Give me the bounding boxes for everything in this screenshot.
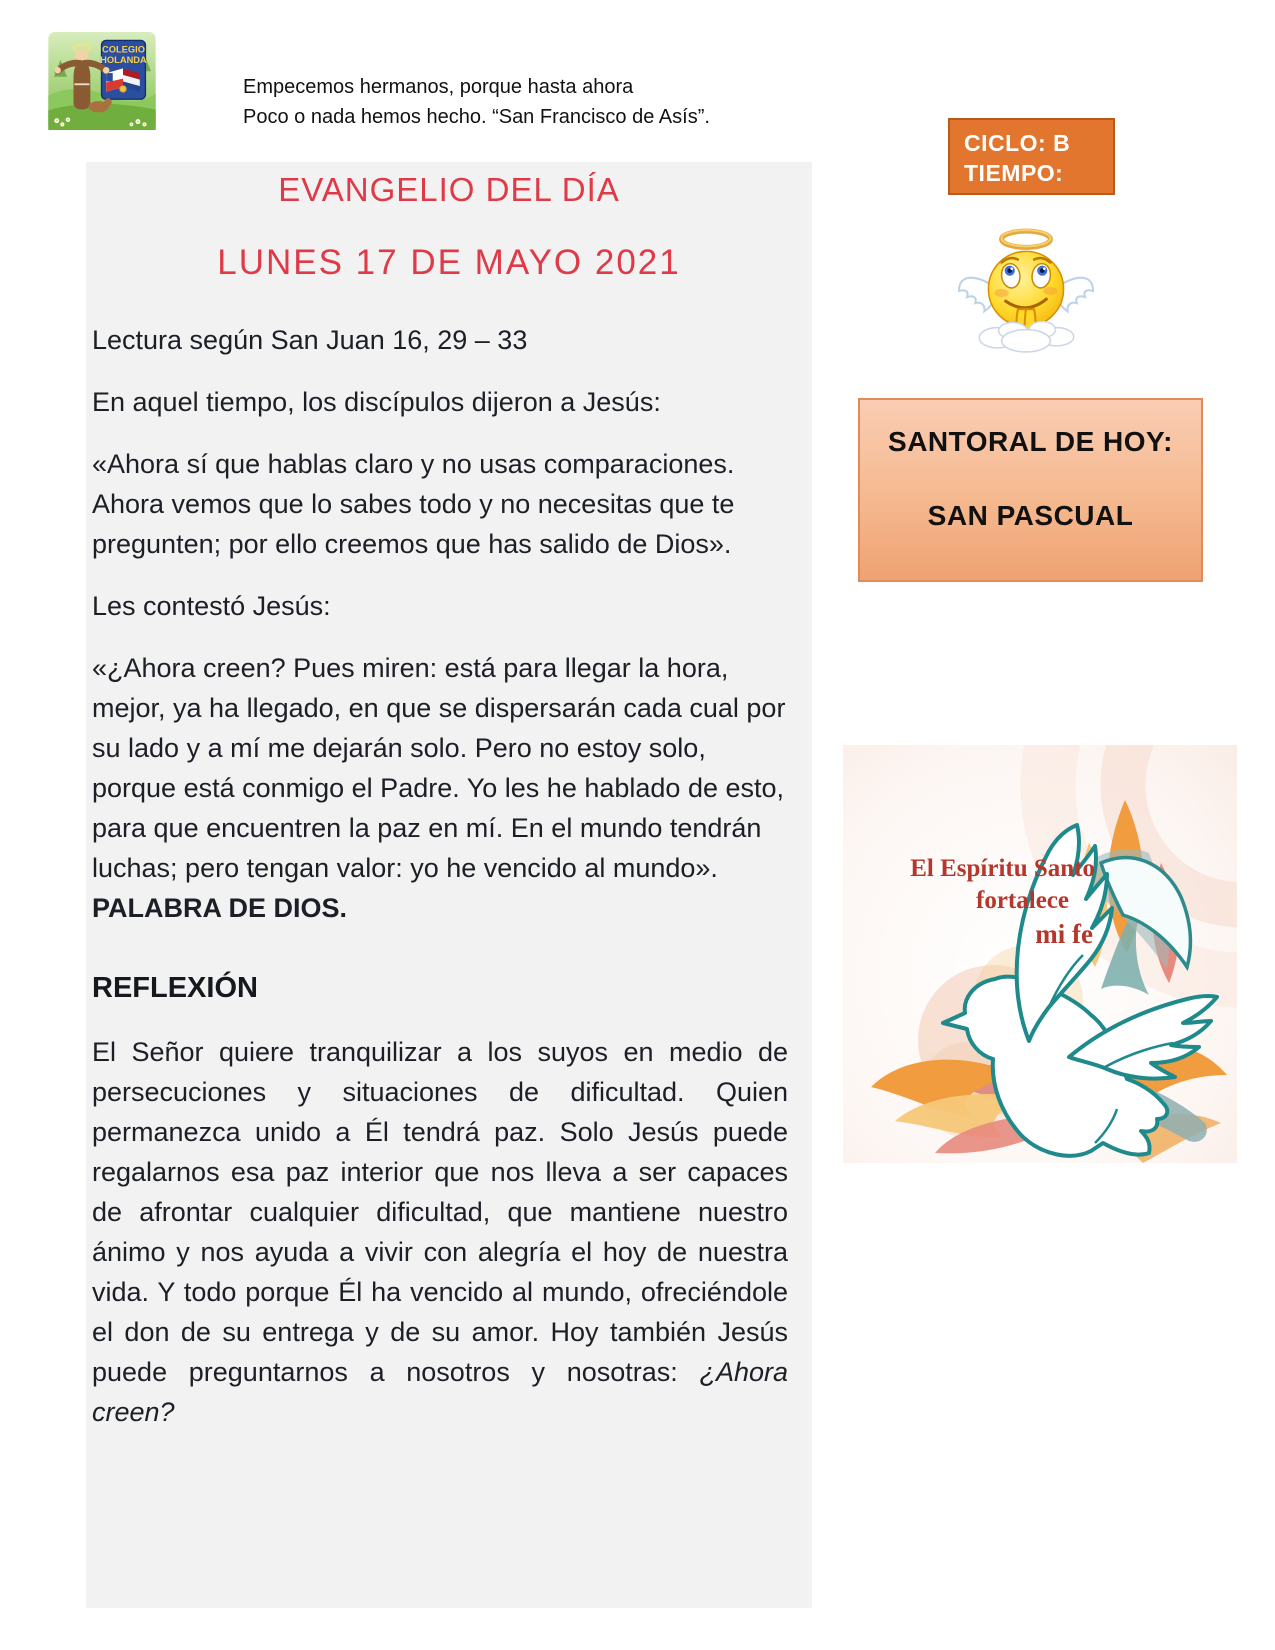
reflexion-paragraph <box>92 1032 788 1432</box>
school-logo-illustration <box>45 32 159 130</box>
ciclo-label: CICLO: B <box>964 130 1071 156</box>
santoral-heading: SANTORAL DE HOY: <box>888 426 1173 457</box>
school-logo <box>45 32 159 130</box>
logo-school-name-line2: HOLANDA <box>100 54 147 65</box>
ciclo-tiempo-box <box>948 118 1115 195</box>
holy-spirit-dove-picture <box>843 745 1237 1163</box>
gospel-intro: En aquel tiempo, los discípulos dijeron a Jesús: <box>92 387 661 417</box>
praying-angel-emoji <box>956 224 1096 356</box>
gospel-contesto: Les contestó Jesús: <box>92 591 331 621</box>
gospel-panel <box>86 162 812 1608</box>
reflexion-text: El Señor quiere tranquilizar a los suyos en medio de persecuciones y situaciones de dificultad. Quien permanezca unido a Él tendrá paz. Solo Jesús puede regalarnos esa paz interior que nos lleva a ser capaces de afrontar cualquier dificultad, que mantiene nuestro ánimo y nos ayuda a vivir con alegría el hoy de nuestra vida. Y todo porque Él ha vencido al mundo, ofreciéndole el don de su entrega y de su amor. Hoy también Jesús puede preguntarnos a nosotros y nosotras: <box>92 1037 788 1387</box>
logo-school-name-line1: COLEGIO <box>101 44 145 55</box>
praying-angel-emoji-icon <box>956 224 1096 356</box>
header-quote-line2: Poco o nada hemos hecho. “San Francisco de Asís”. <box>243 106 710 128</box>
gospel-quote2-text: «¿Ahora creen? Pues miren: está para llegar la hora, mejor, ya ha llegado, en que se dispersarán cada cual por su lado y a mí me dejarán solo. Pero no estoy solo, porque está conmigo el Padre. Yo les he hablado de esto, para que encuentren la paz en mí. En el mundo tendrán luchas; pero tengan valor: yo he vencido al mundo». <box>92 653 786 883</box>
reflexion-question: ¿Ahora creen? <box>92 1357 788 1427</box>
dove-caption-line1: El Espíritu Santo <box>910 855 1095 882</box>
dove-illustration <box>843 745 1237 1163</box>
lectura-reference: Lectura según San Juan 16, 29 – 33 <box>92 325 528 355</box>
santoral-saint-name: SAN PASCUAL <box>927 500 1134 531</box>
tiempo-label: TIEMPO: <box>964 160 1064 186</box>
reflexion-heading: REFLEXIÓN <box>92 972 258 1004</box>
santoral-box <box>858 398 1203 582</box>
header-quote-line1: Empecemos hermanos, porque hasta ahora <box>243 76 634 98</box>
page-title: EVANGELIO DEL DÍA <box>278 171 620 208</box>
dove-caption <box>873 853 1095 951</box>
gospel-date: LUNES 17 DE MAYO 2021 <box>217 243 681 282</box>
header-quote <box>243 72 710 132</box>
gospel-quote2 <box>92 648 788 928</box>
dove-caption-line2: fortalece <box>976 887 1069 914</box>
gospel-quote1: «Ahora sí que hablas claro y no usas comparaciones. Ahora vemos que lo sabes todo y no necesitas que te pregunten; por ello creemos que has salido de Dios». <box>92 449 735 559</box>
dove-caption-line3: mi fe <box>1035 919 1093 949</box>
palabra-de-dios-label: PALABRA DE DIOS. <box>92 893 348 923</box>
